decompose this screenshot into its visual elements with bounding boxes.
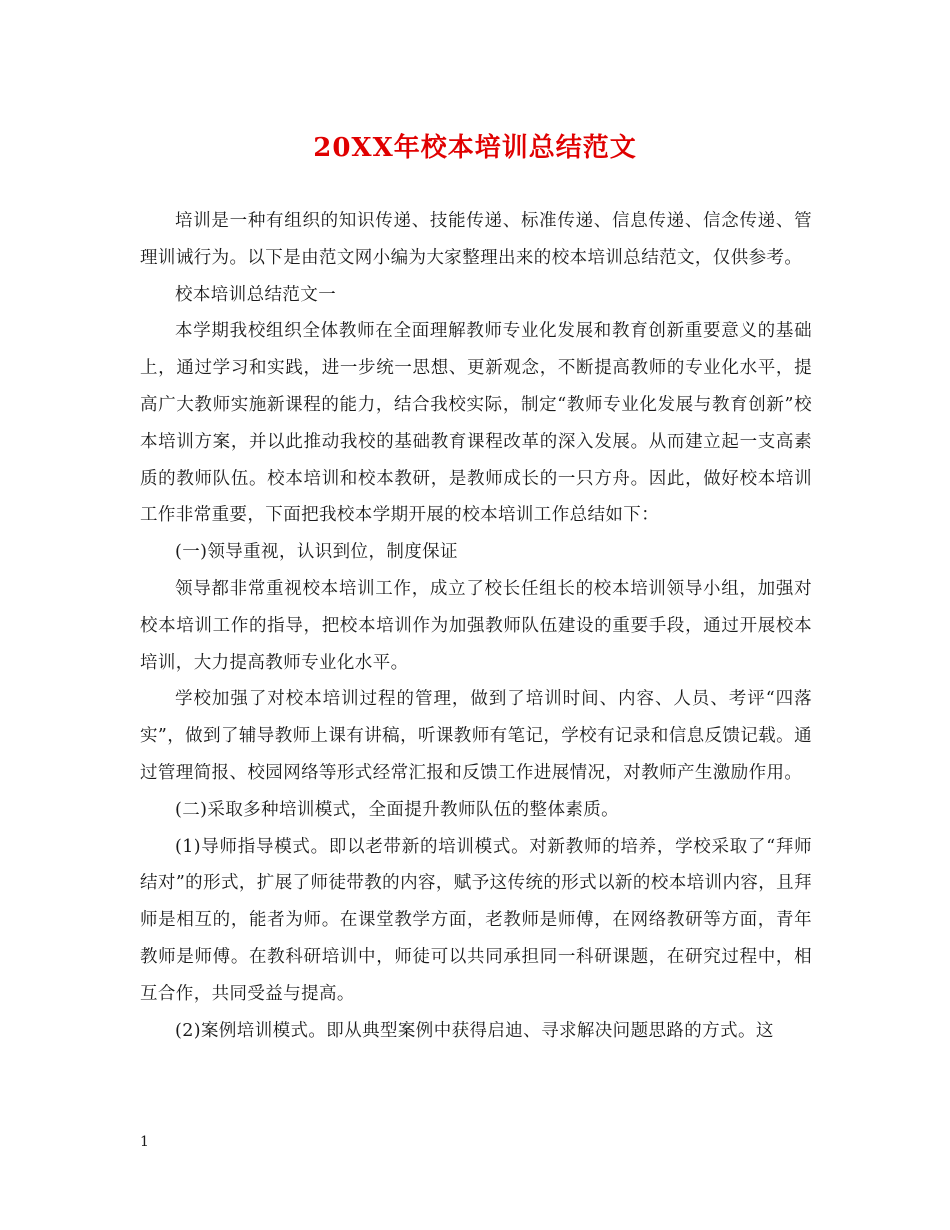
paragraph: (1)导师指导模式。即以老带新的培训模式。对新教师的培养，学校采取了“拜师结对”的形式，扩展了师徒带教的内容，赋予这传统的形式以新的校本培训内容，且拜师是相互的，能者为师。在课堂教学方面，老教师是师傅，在网络教研等方面，青年教师是师傅。在教科研培训中，师徒可以共同承担同一科研课题，在研究过程中，相互合作，共同受益与提高。 [140, 836, 812, 1004]
document-body [140, 203, 812, 1049]
page-number: 1 [140, 1134, 149, 1150]
paragraph: 学校加强了对校本培训过程的管理，做到了培训时间、内容、人员、考评“四落实”，做到了辅导教师上课有讲稿，听课教师有笔记，学校有记录和信息反馈记载。通过管理简报、校园网络等形式经常汇报和反馈工作进展情况，对教师产生激励作用。 [140, 689, 812, 783]
subsection-heading: (二)采取多种培训模式，全面提升教师队伍的整体素质。 [175, 799, 620, 820]
paragraph: (2)案例培训模式。即从典型案例中获得启迪、寻求解决问题思路的方式。这 [175, 1020, 774, 1041]
document-title: 20XX年校本培训总结范文 [313, 133, 637, 163]
section-heading: 校本培训总结范文一 [175, 284, 337, 305]
paragraph: 领导都非常重视校本培训工作，成立了校长任组长的校本培训领导小组，加强对校本培训工作的指导，把校本培训作为加强教师队伍建设的重要手段，通过开展校本培训，大力提高教师专业化水平。 [140, 578, 812, 673]
subsection-heading: (一)领导重视，认识到位，制度保证 [175, 542, 458, 563]
paragraph-intro: 培训是一种有组织的知识传递、技能传递、标准传递、信息传递、信念传递、管理训诫行为。以下是由范文网小编为大家整理出来的校本培训总结范文，仅供参考。 [140, 211, 812, 268]
paragraph: 本学期我校组织全体教师在全面理解教师专业化发展和教育创新重要意义的基础上，通过学习和实践，进一步统一思想、更新观念，不断提高教师的专业化水平，提高广大教师实施新课程的能力，结合我校实际，制定“教师专业化发展与教育创新”校本培训方案，并以此推动我校的基础教育课程改革的深入发展。从而建立起一支高素质的教师队伍。校本培训和校本教研，是教师成长的一只方舟。因此，做好校本培训工作非常重要，下面把我校本学期开展的校本培训工作总结如下： [140, 321, 812, 526]
